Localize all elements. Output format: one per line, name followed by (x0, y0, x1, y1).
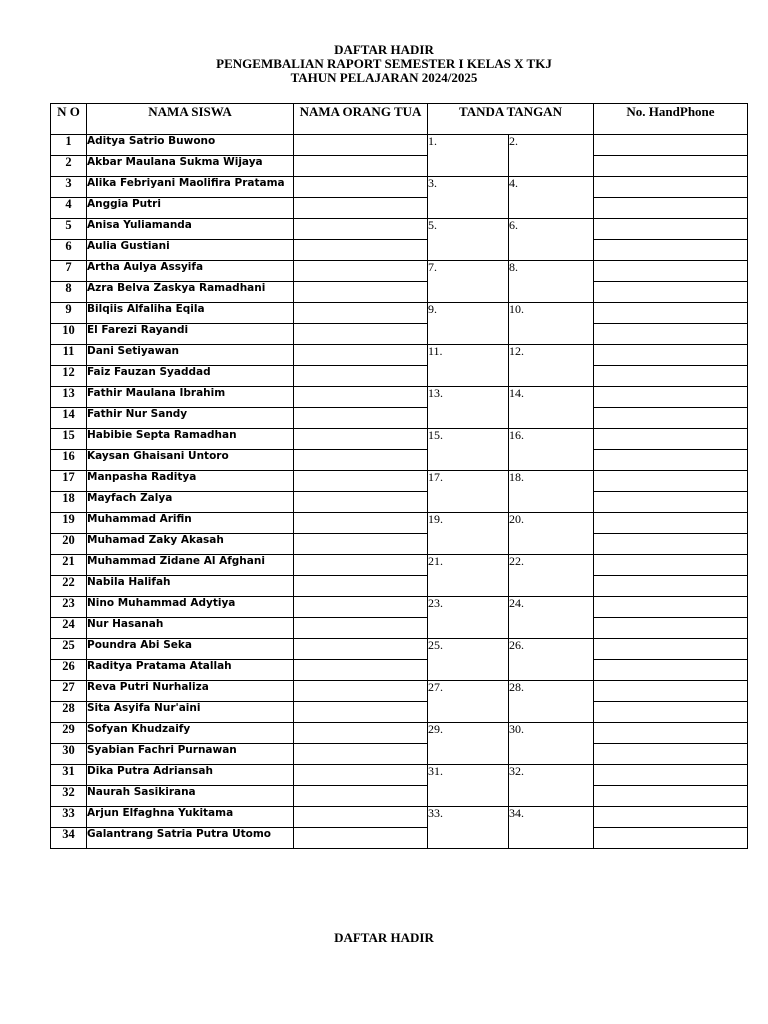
phone-number-cell[interactable] (594, 660, 748, 681)
column-header-tanda-tangan: TANDA TANGAN (428, 104, 594, 135)
student-name: Naurah Sasikirana (87, 786, 294, 807)
signature-cell-right[interactable]: 18. (509, 471, 594, 513)
parent-name-cell[interactable] (294, 282, 428, 303)
parent-name-cell[interactable] (294, 135, 428, 156)
phone-number-cell[interactable] (594, 303, 748, 324)
parent-name-cell[interactable] (294, 408, 428, 429)
signature-cell-left[interactable]: 15. (428, 429, 509, 471)
table-row (51, 534, 748, 555)
row-number: 3 (51, 177, 87, 198)
student-name: Anisa Yuliamanda (87, 219, 294, 240)
phone-number-cell[interactable] (594, 492, 748, 513)
phone-number-cell[interactable] (594, 156, 748, 177)
table-row (51, 492, 748, 513)
second-page-title: DAFTAR HADIR (334, 930, 434, 945)
document-year: TAHUN PELAJARAN 2024/2025 (290, 70, 478, 85)
row-number: 31 (51, 765, 87, 786)
parent-name-cell[interactable] (294, 786, 428, 807)
row-number: 29 (51, 723, 87, 744)
row-number: 9 (51, 303, 87, 324)
row-number: 22 (51, 576, 87, 597)
table-row (51, 786, 748, 807)
student-name: Alika Febriyani Maolifira Pratama (87, 177, 294, 198)
row-number: 5 (51, 219, 87, 240)
row-number: 13 (51, 387, 87, 408)
parent-name-cell[interactable] (294, 198, 428, 219)
table-row (51, 555, 748, 576)
student-name: Mayfach Zalya (87, 492, 294, 513)
parent-name-cell[interactable] (294, 450, 428, 471)
row-number: 21 (51, 555, 87, 576)
signature-cell-right[interactable]: 4. (509, 177, 594, 219)
table-row (51, 219, 748, 240)
table-row (51, 282, 748, 303)
second-page-heading (0, 931, 768, 945)
student-name: Azra Belva Zaskya Ramadhani (87, 282, 294, 303)
table-row (51, 345, 748, 366)
phone-number-cell[interactable] (594, 828, 748, 849)
student-name: Dika Putra Adriansah (87, 765, 294, 786)
column-header-nama-orang-tua: NAMA ORANG TUA (294, 104, 428, 135)
signature-cell-right[interactable]: 12. (509, 345, 594, 387)
parent-name-cell[interactable] (294, 534, 428, 555)
signature-cell-right[interactable]: 20. (509, 513, 594, 555)
row-number: 26 (51, 660, 87, 681)
signature-cell-left[interactable]: 7. (428, 261, 509, 303)
student-name: Akbar Maulana Sukma Wijaya (87, 156, 294, 177)
signature-cell-left[interactable]: 11. (428, 345, 509, 387)
phone-number-cell[interactable] (594, 198, 748, 219)
row-number: 15 (51, 429, 87, 450)
row-number: 11 (51, 345, 87, 366)
row-number: 34 (51, 828, 87, 849)
table-row (51, 471, 748, 492)
parent-name-cell[interactable] (294, 576, 428, 597)
document-title: DAFTAR HADIR (334, 42, 434, 57)
parent-name-cell[interactable] (294, 702, 428, 723)
phone-number-cell[interactable] (594, 744, 748, 765)
row-number: 30 (51, 744, 87, 765)
student-name: El Farezi Rayandi (87, 324, 294, 345)
parent-name-cell[interactable] (294, 639, 428, 660)
phone-number-cell[interactable] (594, 597, 748, 618)
parent-name-cell[interactable] (294, 618, 428, 639)
student-name: Manpasha Raditya (87, 471, 294, 492)
phone-number-cell[interactable] (594, 261, 748, 282)
table-row (51, 807, 748, 828)
row-number: 14 (51, 408, 87, 429)
signature-cell-right[interactable]: 30. (509, 723, 594, 765)
table-row (51, 198, 748, 219)
student-name: Muhammad Arifin (87, 513, 294, 534)
column-header-nama-siswa: NAMA SISWA (87, 104, 294, 135)
signature-cell-left[interactable]: 27. (428, 681, 509, 723)
student-name: Nur Hasanah (87, 618, 294, 639)
row-number: 10 (51, 324, 87, 345)
row-number: 23 (51, 597, 87, 618)
phone-number-cell[interactable] (594, 681, 748, 702)
table-row (51, 156, 748, 177)
parent-name-cell[interactable] (294, 681, 428, 702)
row-number: 12 (51, 366, 87, 387)
signature-cell-right[interactable]: 32. (509, 765, 594, 807)
student-name: Nabila Halifah (87, 576, 294, 597)
phone-number-cell[interactable] (594, 366, 748, 387)
signature-cell-left[interactable]: 17. (428, 471, 509, 513)
student-name: Reva Putri Nurhaliza (87, 681, 294, 702)
parent-name-cell[interactable] (294, 513, 428, 534)
student-name: Syabian Fachri Purnawan (87, 744, 294, 765)
table-row (51, 240, 748, 261)
phone-number-cell[interactable] (594, 723, 748, 744)
table-row (51, 744, 748, 765)
signature-cell-right[interactable]: 28. (509, 681, 594, 723)
phone-number-cell[interactable] (594, 618, 748, 639)
signature-cell-right[interactable]: 8. (509, 261, 594, 303)
row-number: 4 (51, 198, 87, 219)
table-row (51, 261, 748, 282)
student-name: Poundra Abi Seka (87, 639, 294, 660)
phone-number-cell[interactable] (594, 807, 748, 828)
phone-number-cell[interactable] (594, 513, 748, 534)
table-header-row (51, 104, 748, 135)
signature-cell-left[interactable]: 25. (428, 639, 509, 681)
phone-number-cell[interactable] (594, 240, 748, 261)
document-heading (0, 43, 768, 85)
phone-number-cell[interactable] (594, 282, 748, 303)
row-number: 25 (51, 639, 87, 660)
table-row (51, 660, 748, 681)
signature-cell-left[interactable]: 33. (428, 807, 509, 849)
column-header-no-handphone: No. HandPhone (594, 104, 748, 135)
student-name: Muhamad Zaky Akasah (87, 534, 294, 555)
row-number: 27 (51, 681, 87, 702)
row-number: 16 (51, 450, 87, 471)
parent-name-cell[interactable] (294, 744, 428, 765)
phone-number-cell[interactable] (594, 429, 748, 450)
student-name: Fathir Nur Sandy (87, 408, 294, 429)
row-number: 1 (51, 135, 87, 156)
table-row (51, 303, 748, 324)
student-name: Muhammad Zidane Al Afghani (87, 555, 294, 576)
row-number: 33 (51, 807, 87, 828)
attendance-table (50, 103, 748, 849)
parent-name-cell[interactable] (294, 429, 428, 450)
parent-name-cell[interactable] (294, 324, 428, 345)
phone-number-cell[interactable] (594, 639, 748, 660)
table-row (51, 429, 748, 450)
phone-number-cell[interactable] (594, 345, 748, 366)
student-name: Sita Asyifa Nur'aini (87, 702, 294, 723)
table-row (51, 177, 748, 198)
signature-cell-left[interactable]: 29. (428, 723, 509, 765)
parent-name-cell[interactable] (294, 492, 428, 513)
phone-number-cell[interactable] (594, 408, 748, 429)
table-row (51, 597, 748, 618)
student-name: Sofyan Khudzaify (87, 723, 294, 744)
signature-cell-left[interactable]: 21. (428, 555, 509, 597)
phone-number-cell[interactable] (594, 702, 748, 723)
parent-name-cell[interactable] (294, 261, 428, 282)
student-name: Fathir Maulana Ibrahim (87, 387, 294, 408)
table-row (51, 513, 748, 534)
row-number: 28 (51, 702, 87, 723)
signature-cell-right[interactable]: 6. (509, 219, 594, 261)
row-number: 6 (51, 240, 87, 261)
table-row (51, 135, 748, 156)
parent-name-cell[interactable] (294, 555, 428, 576)
phone-number-cell[interactable] (594, 450, 748, 471)
parent-name-cell[interactable] (294, 660, 428, 681)
signature-cell-left[interactable]: 23. (428, 597, 509, 639)
table-row (51, 366, 748, 387)
signature-cell-left[interactable]: 9. (428, 303, 509, 345)
parent-name-cell[interactable] (294, 177, 428, 198)
signature-cell-left[interactable]: 19. (428, 513, 509, 555)
parent-name-cell[interactable] (294, 303, 428, 324)
student-name: Dani Setiyawan (87, 345, 294, 366)
parent-name-cell[interactable] (294, 366, 428, 387)
table-row (51, 702, 748, 723)
student-name: Arjun Elfaghna Yukitama (87, 807, 294, 828)
table-row (51, 450, 748, 471)
signature-cell-left[interactable]: 3. (428, 177, 509, 219)
parent-name-cell[interactable] (294, 597, 428, 618)
student-name: Artha Aulya Assyifa (87, 261, 294, 282)
row-number: 24 (51, 618, 87, 639)
table-row (51, 765, 748, 786)
table-row (51, 576, 748, 597)
document-subtitle: PENGEMBALIAN RAPORT SEMESTER I KELAS X TKJ (216, 56, 552, 71)
phone-number-cell[interactable] (594, 219, 748, 240)
table-row (51, 681, 748, 702)
column-header-no: N O (51, 104, 87, 135)
parent-name-cell[interactable] (294, 387, 428, 408)
parent-name-cell[interactable] (294, 219, 428, 240)
phone-number-cell[interactable] (594, 177, 748, 198)
row-number: 8 (51, 282, 87, 303)
signature-cell-right[interactable]: 22. (509, 555, 594, 597)
student-name: Aulia Gustiani (87, 240, 294, 261)
parent-name-cell[interactable] (294, 471, 428, 492)
parent-name-cell[interactable] (294, 828, 428, 849)
student-name: Raditya Pratama Atallah (87, 660, 294, 681)
table-row (51, 723, 748, 744)
signature-cell-left[interactable]: 13. (428, 387, 509, 429)
signature-cell-right[interactable]: 34. (509, 807, 594, 849)
student-name: Anggia Putri (87, 198, 294, 219)
phone-number-cell[interactable] (594, 576, 748, 597)
parent-name-cell[interactable] (294, 765, 428, 786)
parent-name-cell[interactable] (294, 723, 428, 744)
parent-name-cell[interactable] (294, 345, 428, 366)
signature-cell-right[interactable]: 2. (509, 135, 594, 177)
table-row (51, 639, 748, 660)
table-row (51, 618, 748, 639)
table-row (51, 828, 748, 849)
row-number: 7 (51, 261, 87, 282)
student-name: Kaysan Ghaisani Untoro (87, 450, 294, 471)
signature-cell-right[interactable]: 24. (509, 597, 594, 639)
phone-number-cell[interactable] (594, 135, 748, 156)
student-name: Aditya Satrio Buwono (87, 135, 294, 156)
signature-cell-right[interactable]: 10. (509, 303, 594, 345)
table-row (51, 387, 748, 408)
parent-name-cell[interactable] (294, 807, 428, 828)
phone-number-cell[interactable] (594, 555, 748, 576)
phone-number-cell[interactable] (594, 387, 748, 408)
student-name: Nino Muhammad Adytiya (87, 597, 294, 618)
row-number: 32 (51, 786, 87, 807)
parent-name-cell[interactable] (294, 240, 428, 261)
row-number: 17 (51, 471, 87, 492)
phone-number-cell[interactable] (594, 471, 748, 492)
signature-cell-left[interactable]: 1. (428, 135, 509, 177)
row-number: 2 (51, 156, 87, 177)
phone-number-cell[interactable] (594, 534, 748, 555)
table-row (51, 324, 748, 345)
row-number: 18 (51, 492, 87, 513)
signature-cell-left[interactable]: 5. (428, 219, 509, 261)
student-name: Faiz Fauzan Syaddad (87, 366, 294, 387)
parent-name-cell[interactable] (294, 156, 428, 177)
phone-number-cell[interactable] (594, 786, 748, 807)
signature-cell-right[interactable]: 14. (509, 387, 594, 429)
signature-cell-right[interactable]: 16. (509, 429, 594, 471)
student-name: Bilqiis Alfaliha Eqila (87, 303, 294, 324)
signature-cell-right[interactable]: 26. (509, 639, 594, 681)
student-name: Habibie Septa Ramadhan (87, 429, 294, 450)
row-number: 20 (51, 534, 87, 555)
student-name: Galantrang Satria Putra Utomo (87, 828, 294, 849)
phone-number-cell[interactable] (594, 324, 748, 345)
signature-cell-left[interactable]: 31. (428, 765, 509, 807)
phone-number-cell[interactable] (594, 765, 748, 786)
table-body (51, 135, 748, 849)
table-row (51, 408, 748, 429)
row-number: 19 (51, 513, 87, 534)
